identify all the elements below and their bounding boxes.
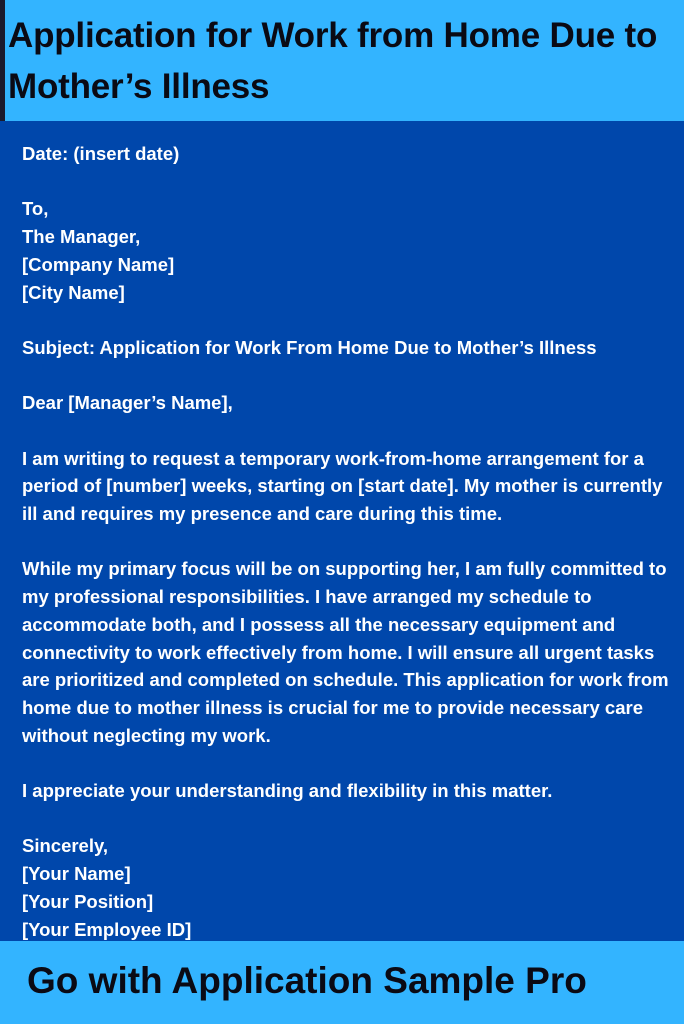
recipient-block (22, 195, 672, 306)
recipient-line: To, (22, 198, 49, 220)
salutation: Dear [Manager’s Name], (22, 392, 233, 414)
recipient-line: The Manager, (22, 226, 141, 248)
body-paragraph-1: I am writing to request a temporary work-from-home arrangement for a period of [number] weeks, starting on [start date]. My mother is currently ill and requires my presence and care during this time. (22, 447, 663, 525)
signature-line: [Your Name] (22, 863, 131, 885)
footer-banner (0, 941, 684, 1024)
date-line: Date: (insert date) (22, 143, 180, 164)
page-title: Application for Work from Home Due to Mother’s Illness (8, 16, 658, 106)
header-banner (0, 0, 684, 121)
subject-line: Subject: Application for Work From Home Due to Mother’s Illness (22, 336, 597, 358)
letter-body (22, 140, 672, 943)
signature-line: [Your Employee ID] (22, 918, 192, 940)
signature-line: [Your Position] (22, 890, 154, 912)
footer-tagline: Go with Application Sample Pro (27, 960, 587, 1001)
recipient-line: [Company Name] (22, 253, 175, 275)
closing: Sincerely, (22, 835, 109, 857)
body-paragraph-3: I appreciate your understanding and flexibility in this matter. (22, 780, 553, 802)
signature-block (22, 860, 672, 943)
recipient-line: [City Name] (22, 281, 125, 303)
body-paragraph-2: While my primary focus will be on supporting her, I am fully committed to my professional responsibilities. I have arranged my schedule to accommodate both, and I possess all the necessary equipment and connectivity to work effectively from home. I will ensure all urgent tasks are prioritized and completed on schedule. This application for work from home due to mother illness is crucial for me to provide necessary care without neglecting my work. (22, 558, 669, 746)
